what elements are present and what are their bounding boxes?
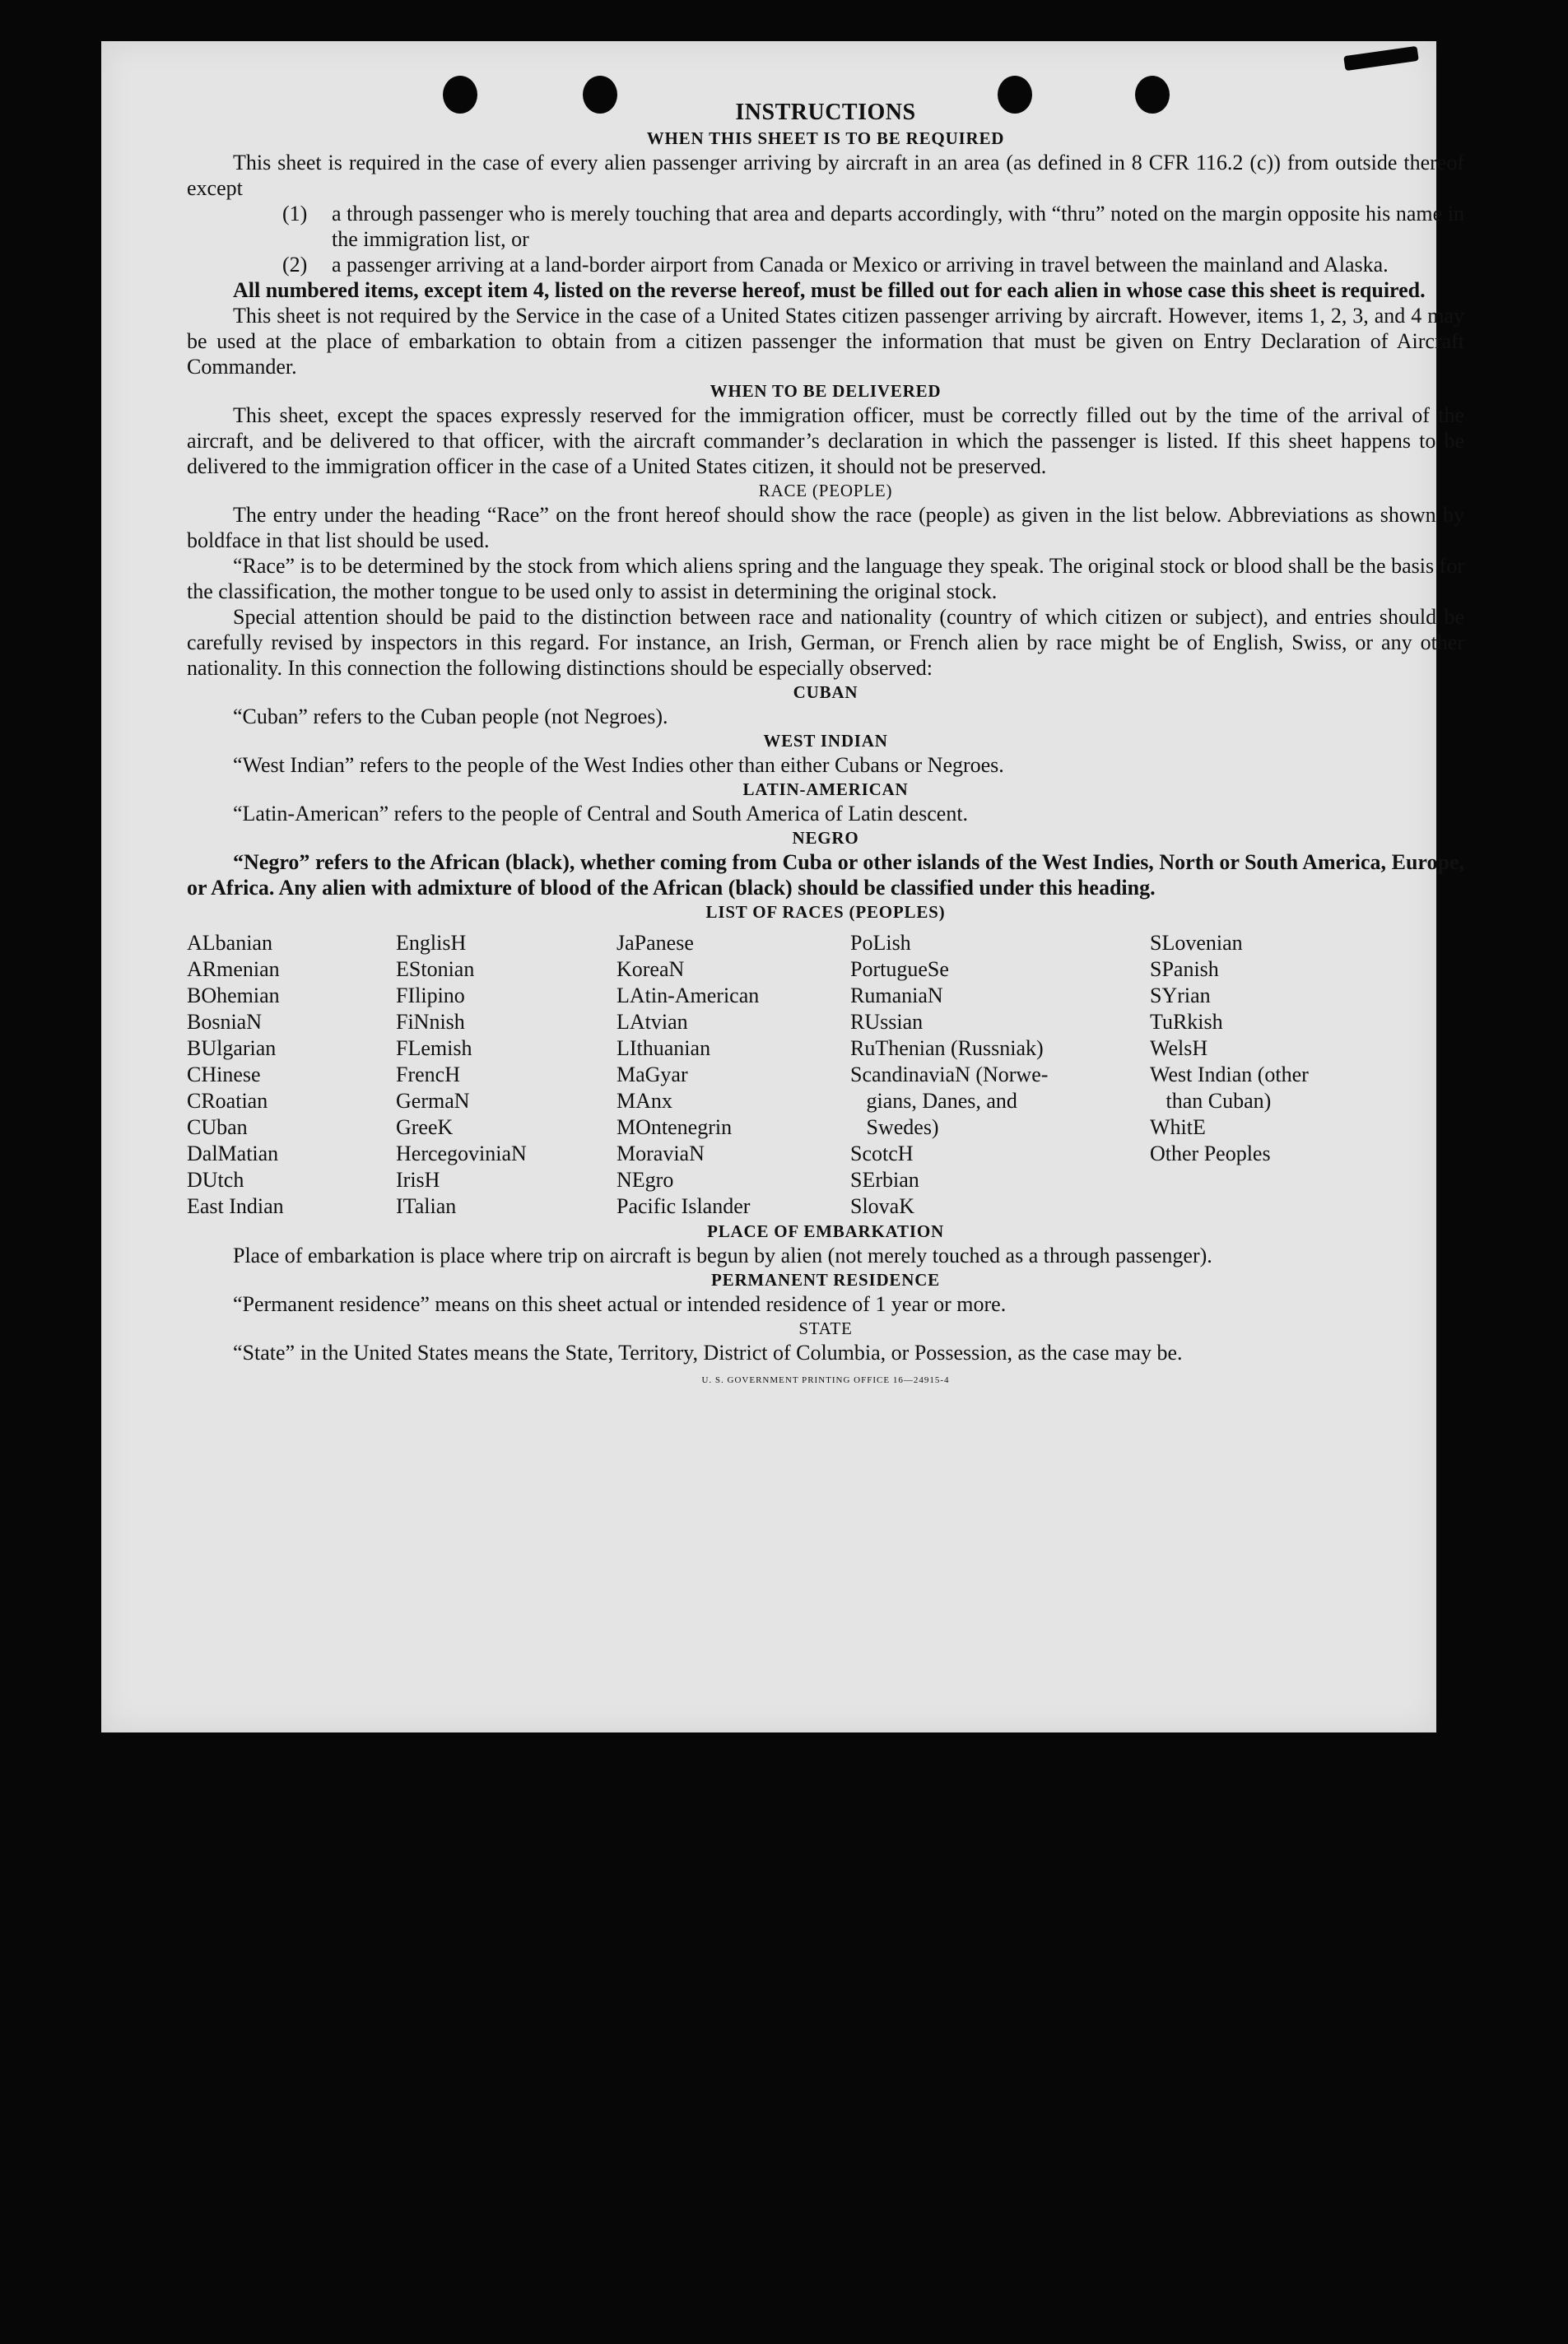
state-text: “State” in the United States means the State, Territory, District of Columbia, or Possession, as the case may be. [233,1341,1183,1365]
race-item: LAtvian [616,1010,688,1034]
section-heading-embarkation: PLACE OF EMBARKATION [707,1221,944,1241]
race-item: BOhemian [187,984,280,1007]
race-item: SLovenian [1150,931,1243,955]
race-item: ALbanian [187,931,272,955]
race-column [187,930,396,1220]
section-heading-west-indian: WEST INDIAN [763,731,888,751]
document-sheet [101,41,1464,1732]
race-item: KoreaN [616,957,685,981]
race-item: CRoatian [187,1089,268,1113]
race-column [1150,930,1397,1220]
race-item: CUban [187,1115,248,1139]
race-item: WhitE [1150,1115,1206,1139]
race-item: FiNnish [396,1010,465,1034]
race-para-2: “Race” is to be determined by the stock from which aliens spring and the language they speak. The original stock or blood shall be the basis for the classification, the mother tongue to be used only to assist in determining the original stock. [187,554,1464,603]
race-item: GreeK [396,1115,454,1139]
race-column [616,930,850,1220]
section-heading-race: RACE (PEOPLE) [758,481,893,500]
instructions-body [187,99,1464,1388]
race-item: DalMatian [187,1142,279,1165]
race-item: than Cuban) [1150,1089,1272,1113]
race-column [396,930,616,1220]
section-heading-state: STATE [798,1318,853,1338]
race-item: MoraviaN [616,1142,705,1165]
race-item: WelsH [1150,1036,1208,1060]
race-item: EnglisH [396,931,467,955]
race-para-1: The entry under the heading “Race” on the front hereof should show the race (people) as given in the list below. Abbreviations as shown by boldface in that list should be used. [187,503,1464,552]
race-item: IrisH [396,1168,440,1192]
races-list [187,930,1464,1220]
torn-corner [1343,46,1419,71]
page-title: INSTRUCTIONS [735,100,916,125]
race-item: PoLish [850,931,911,955]
exception-item [282,252,1464,277]
race-column [850,930,1150,1220]
race-item: ITalian [396,1194,457,1218]
race-item: SPanish [1150,957,1219,981]
race-item: RumaniaN [850,984,943,1007]
race-item: MOntenegrin [616,1115,733,1139]
numbered-items-note: All numbered items, except item 4, listed on the reverse hereof, must be filled out for each alien in whose case this sheet is required. [233,278,1426,302]
delivered-text: This sheet, except the spaces expressly reserved for the immigration officer, must be correctly filled out by the time of the arrival of the aircraft, and be delivered to that officer, with the aircraft commander’s declaration in which the passenger is listed. If this sheet happens to be delivered to the immigration officer in the case of a United States citizen, it should not be preserved. [187,403,1464,478]
citizen-note: This sheet is not required by the Service in the case of a United States citizen passenger arriving by aircraft. However, items 1, 2, 3, and 4 may be used at the place of embarkation to obtain from a citizen passenger the information that must be given on Entry Declaration of Aircraft Commander. [187,304,1464,379]
exception-item [282,201,1464,252]
race-item: ScotcH [850,1142,914,1165]
race-item: HercegoviniaN [396,1142,527,1165]
race-item: PortugueSe [850,957,949,981]
race-item: TuRkish [1150,1010,1223,1034]
exception-text: a passenger arriving at a land-border airport from Canada or Mexico or arriving in travel between the mainland and Alaska. [332,253,1389,277]
race-item: GermaN [396,1089,470,1113]
race-item: MAnx [616,1089,672,1113]
race-item: EStonian [396,957,475,981]
race-item: BosniaN [187,1010,262,1034]
race-item: ScandinaviaN (Norwe- [850,1063,1049,1086]
race-item: Other Peoples [1150,1142,1271,1165]
race-item: FrencH [396,1063,460,1086]
race-item: DUtch [187,1168,244,1192]
race-item: SYrian [1150,984,1211,1007]
residence-text: “Permanent residence” means on this sheet actual or intended residence of 1 year or more. [233,1292,1007,1316]
embarkation-text: Place of embarkation is place where trip on aircraft is begun by alien (not merely touched as a through passenger). [233,1244,1212,1267]
latin-american-text: “Latin-American” refers to the people of Central and South America of Latin descent. [233,802,969,826]
race-item: JaPanese [616,931,694,955]
race-item: MaGyar [616,1063,688,1086]
cuban-text: “Cuban” refers to the Cuban people (not Negroes). [233,705,668,728]
exception-number: (1) [282,202,308,226]
exception-number: (2) [282,253,308,277]
race-item: East Indian [187,1194,284,1218]
race-item: RUssian [850,1010,924,1034]
race-item: Swedes) [850,1115,939,1139]
printer-footer: U. S. GOVERNMENT PRINTING OFFICE 16—24915-4 [701,1375,950,1385]
race-item: West Indian (other [1150,1063,1309,1086]
race-item: FLemish [396,1036,472,1060]
race-item: ARmenian [187,957,280,981]
section-heading-races-list: LIST OF RACES (PEOPLES) [705,902,946,922]
section-heading-latin-american: LATIN-AMERICAN [742,779,909,799]
race-item: Pacific Islander [616,1194,751,1218]
section-heading-required: WHEN THIS SHEET IS TO BE REQUIRED [646,128,1005,148]
race-item: FIlipino [396,984,465,1007]
race-item: LAtin-American [616,984,760,1007]
section-heading-delivered: WHEN TO BE DELIVERED [710,381,942,401]
west-indian-text: “West Indian” refers to the people of the West Indies other than either Cubans or Negroes. [233,753,1004,777]
race-item: LIthuanian [616,1036,711,1060]
section-heading-cuban: CUBAN [793,682,858,702]
exception-text: a through passenger who is merely touching that area and departs accordingly, with “thru” noted on the margin opposite his name in the immigration list, or [332,202,1464,251]
section-heading-residence: PERMANENT RESIDENCE [711,1270,940,1290]
required-intro: This sheet is required in the case of every alien passenger arriving by aircraft in an area (as defined in 8 CFR 116.2 (c)) from outside thereof except [187,151,1464,200]
race-item: RuThenian (Russniak) [850,1036,1044,1060]
race-item: gians, Danes, and [850,1089,1017,1113]
section-heading-negro: NEGRO [792,828,859,848]
race-item: CHinese [187,1063,261,1086]
race-item: SlovaK [850,1194,914,1218]
race-item: BUlgarian [187,1036,277,1060]
race-para-3: Special attention should be paid to the distinction between race and nationality (country of which citizen or subject), and entries should be carefully revised by inspectors in this regard. For instance, an Irish, German, or French alien by race might be of English, Swiss, or any other nationality. In this connection the following distinctions should be especially observed: [187,605,1464,680]
race-item: NEgro [616,1168,674,1192]
negro-text: “Negro” refers to the African (black), whether coming from Cuba or other islands of the West Indies, North or South America, Europe, or Africa. Any alien with admixture of blood of the African (black) should be classified under this heading. [187,850,1464,900]
race-item: SErbian [850,1168,919,1192]
